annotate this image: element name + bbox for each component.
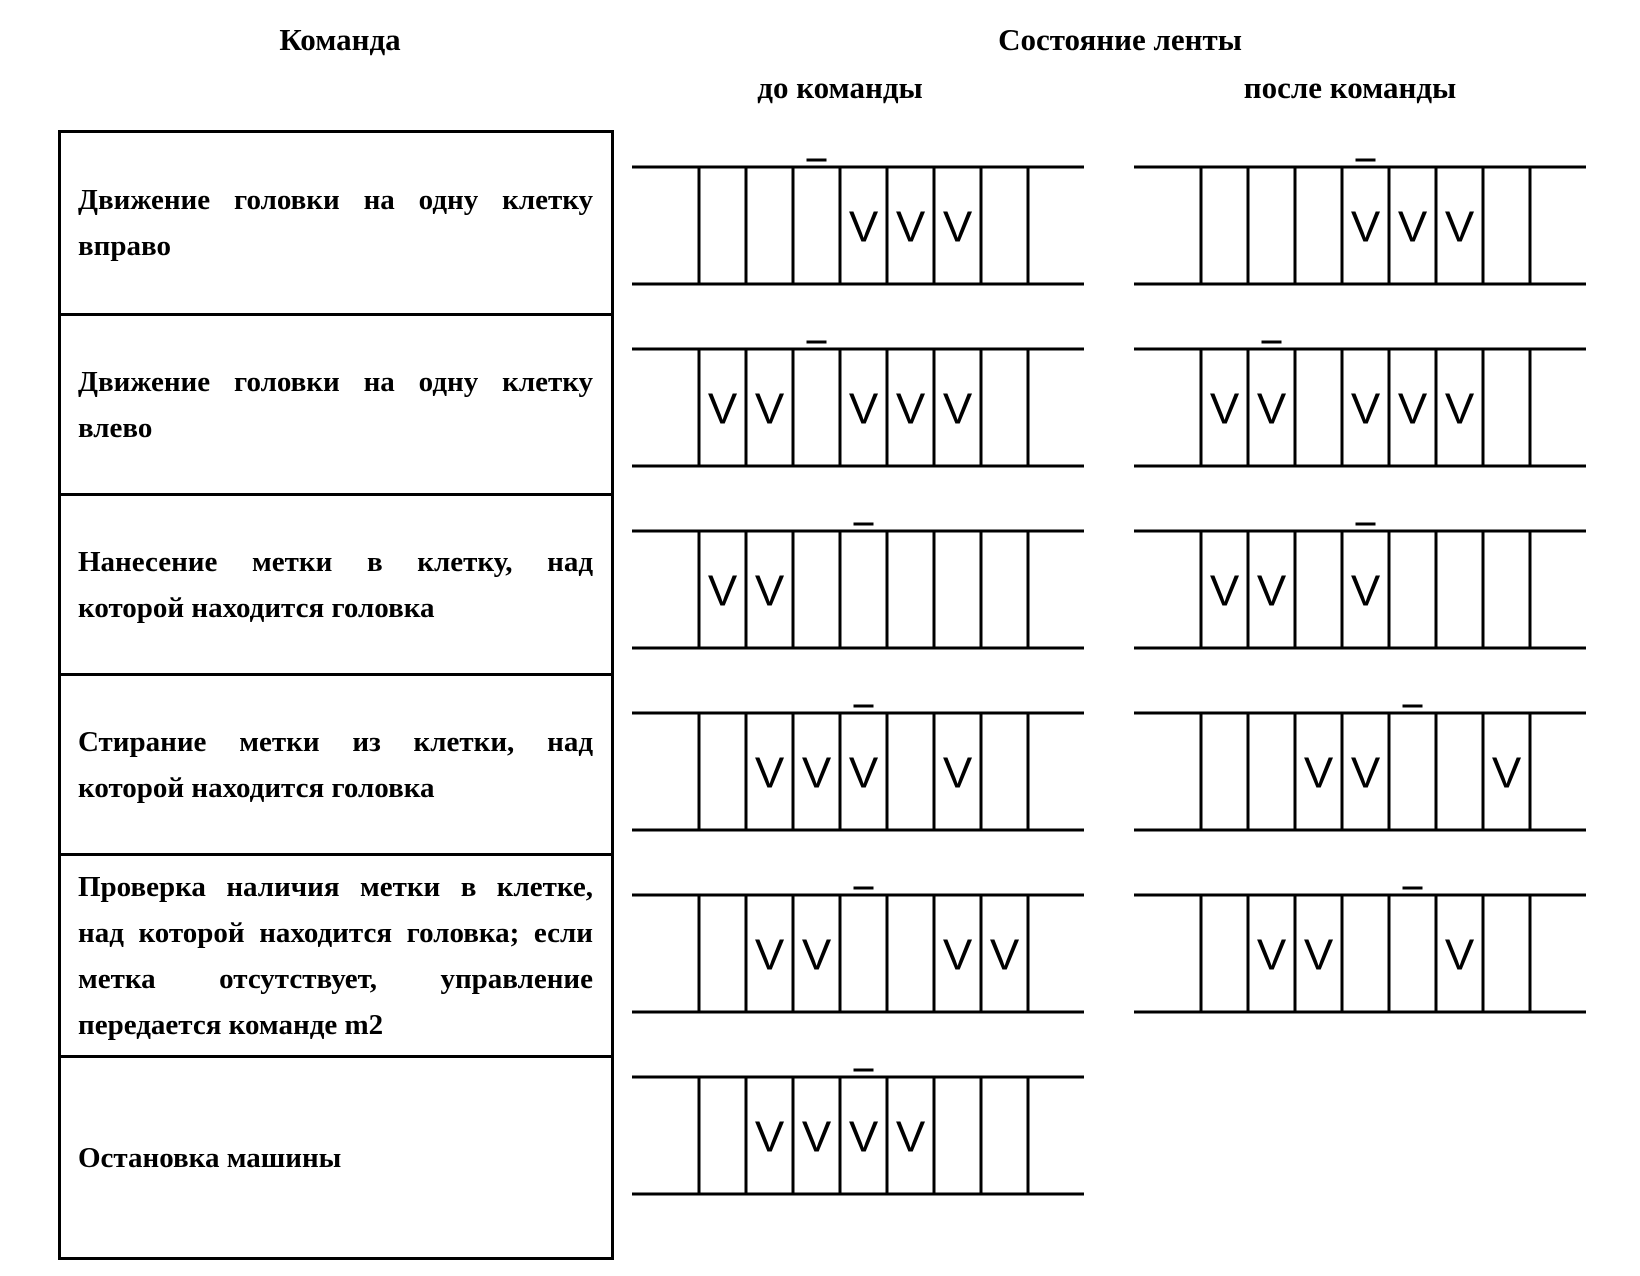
command-text: Проверка наличия метки в клетке, над которой находится головка; если метка отсутствует, управление передается команде m2 [78, 870, 593, 1041]
tape-mark: V [1256, 930, 1287, 980]
command-column-header: Команда [279, 22, 401, 57]
tape-mark: V [895, 384, 926, 434]
tape-mark: V [1444, 384, 1475, 434]
tape-mark: V [942, 202, 973, 252]
tape-mark: V [1444, 202, 1475, 252]
tape-mark: V [801, 1112, 832, 1162]
tape-mark: V [1350, 566, 1381, 616]
tape-before [632, 524, 1084, 648]
command-text: Движение головки на одну клетку влево [78, 365, 593, 444]
tape-mark: V [848, 384, 879, 434]
tape-mark: V [1350, 748, 1381, 798]
tape-mark: V [801, 748, 832, 798]
tape-before [632, 342, 1084, 466]
tape-after [1134, 342, 1586, 466]
tape-mark: V [848, 202, 879, 252]
tape-mark: V [1303, 930, 1334, 980]
tape-before [632, 160, 1084, 284]
tape-before [632, 706, 1084, 830]
tape-mark: V [707, 566, 738, 616]
command-text: Нанесение метки в клетку, над которой находится головка [78, 545, 593, 624]
tape-mark: V [848, 1112, 879, 1162]
command-text: Стирание метки из клетки, над которой находится головка [78, 725, 593, 804]
tape-mark: V [707, 384, 738, 434]
tape-before [632, 888, 1084, 1012]
tape-mark: V [1256, 384, 1287, 434]
after-command-header: после команды [1243, 70, 1457, 105]
tape-mark: V [754, 566, 785, 616]
tape-mark: V [1491, 748, 1522, 798]
tape-state-header: Состояние ленты [998, 22, 1242, 57]
tape-mark: V [1303, 748, 1334, 798]
tape-mark: V [895, 202, 926, 252]
tape-after [1134, 160, 1586, 284]
tape-before [632, 1070, 1084, 1194]
tape-mark: V [1444, 930, 1475, 980]
tape-mark: V [895, 1112, 926, 1162]
command-text: Движение головки на одну клетку вправо [78, 184, 593, 262]
tape-mark: V [1350, 202, 1381, 252]
tape-mark: V [942, 930, 973, 980]
tape-mark: V [1397, 384, 1428, 434]
tape-mark: V [848, 748, 879, 798]
tape-mark: V [754, 1112, 785, 1162]
tape-mark: V [754, 748, 785, 798]
tape-mark: V [1256, 566, 1287, 616]
tape-mark: V [1209, 566, 1240, 616]
tape-after [1134, 524, 1586, 648]
tape-mark: V [754, 384, 785, 434]
tape-mark: V [1209, 384, 1240, 434]
command-text: Остановка машины [78, 1141, 342, 1174]
tape-mark: V [942, 384, 973, 434]
before-command-header: до команды [757, 70, 923, 105]
tape-mark: V [1350, 384, 1381, 434]
tape-mark: V [754, 930, 785, 980]
tape-after [1134, 888, 1586, 1012]
tape-mark: V [801, 930, 832, 980]
tape-after [1134, 706, 1586, 830]
tape-mark: V [1397, 202, 1428, 252]
tape-mark: V [989, 930, 1020, 980]
tape-mark: V [942, 748, 973, 798]
